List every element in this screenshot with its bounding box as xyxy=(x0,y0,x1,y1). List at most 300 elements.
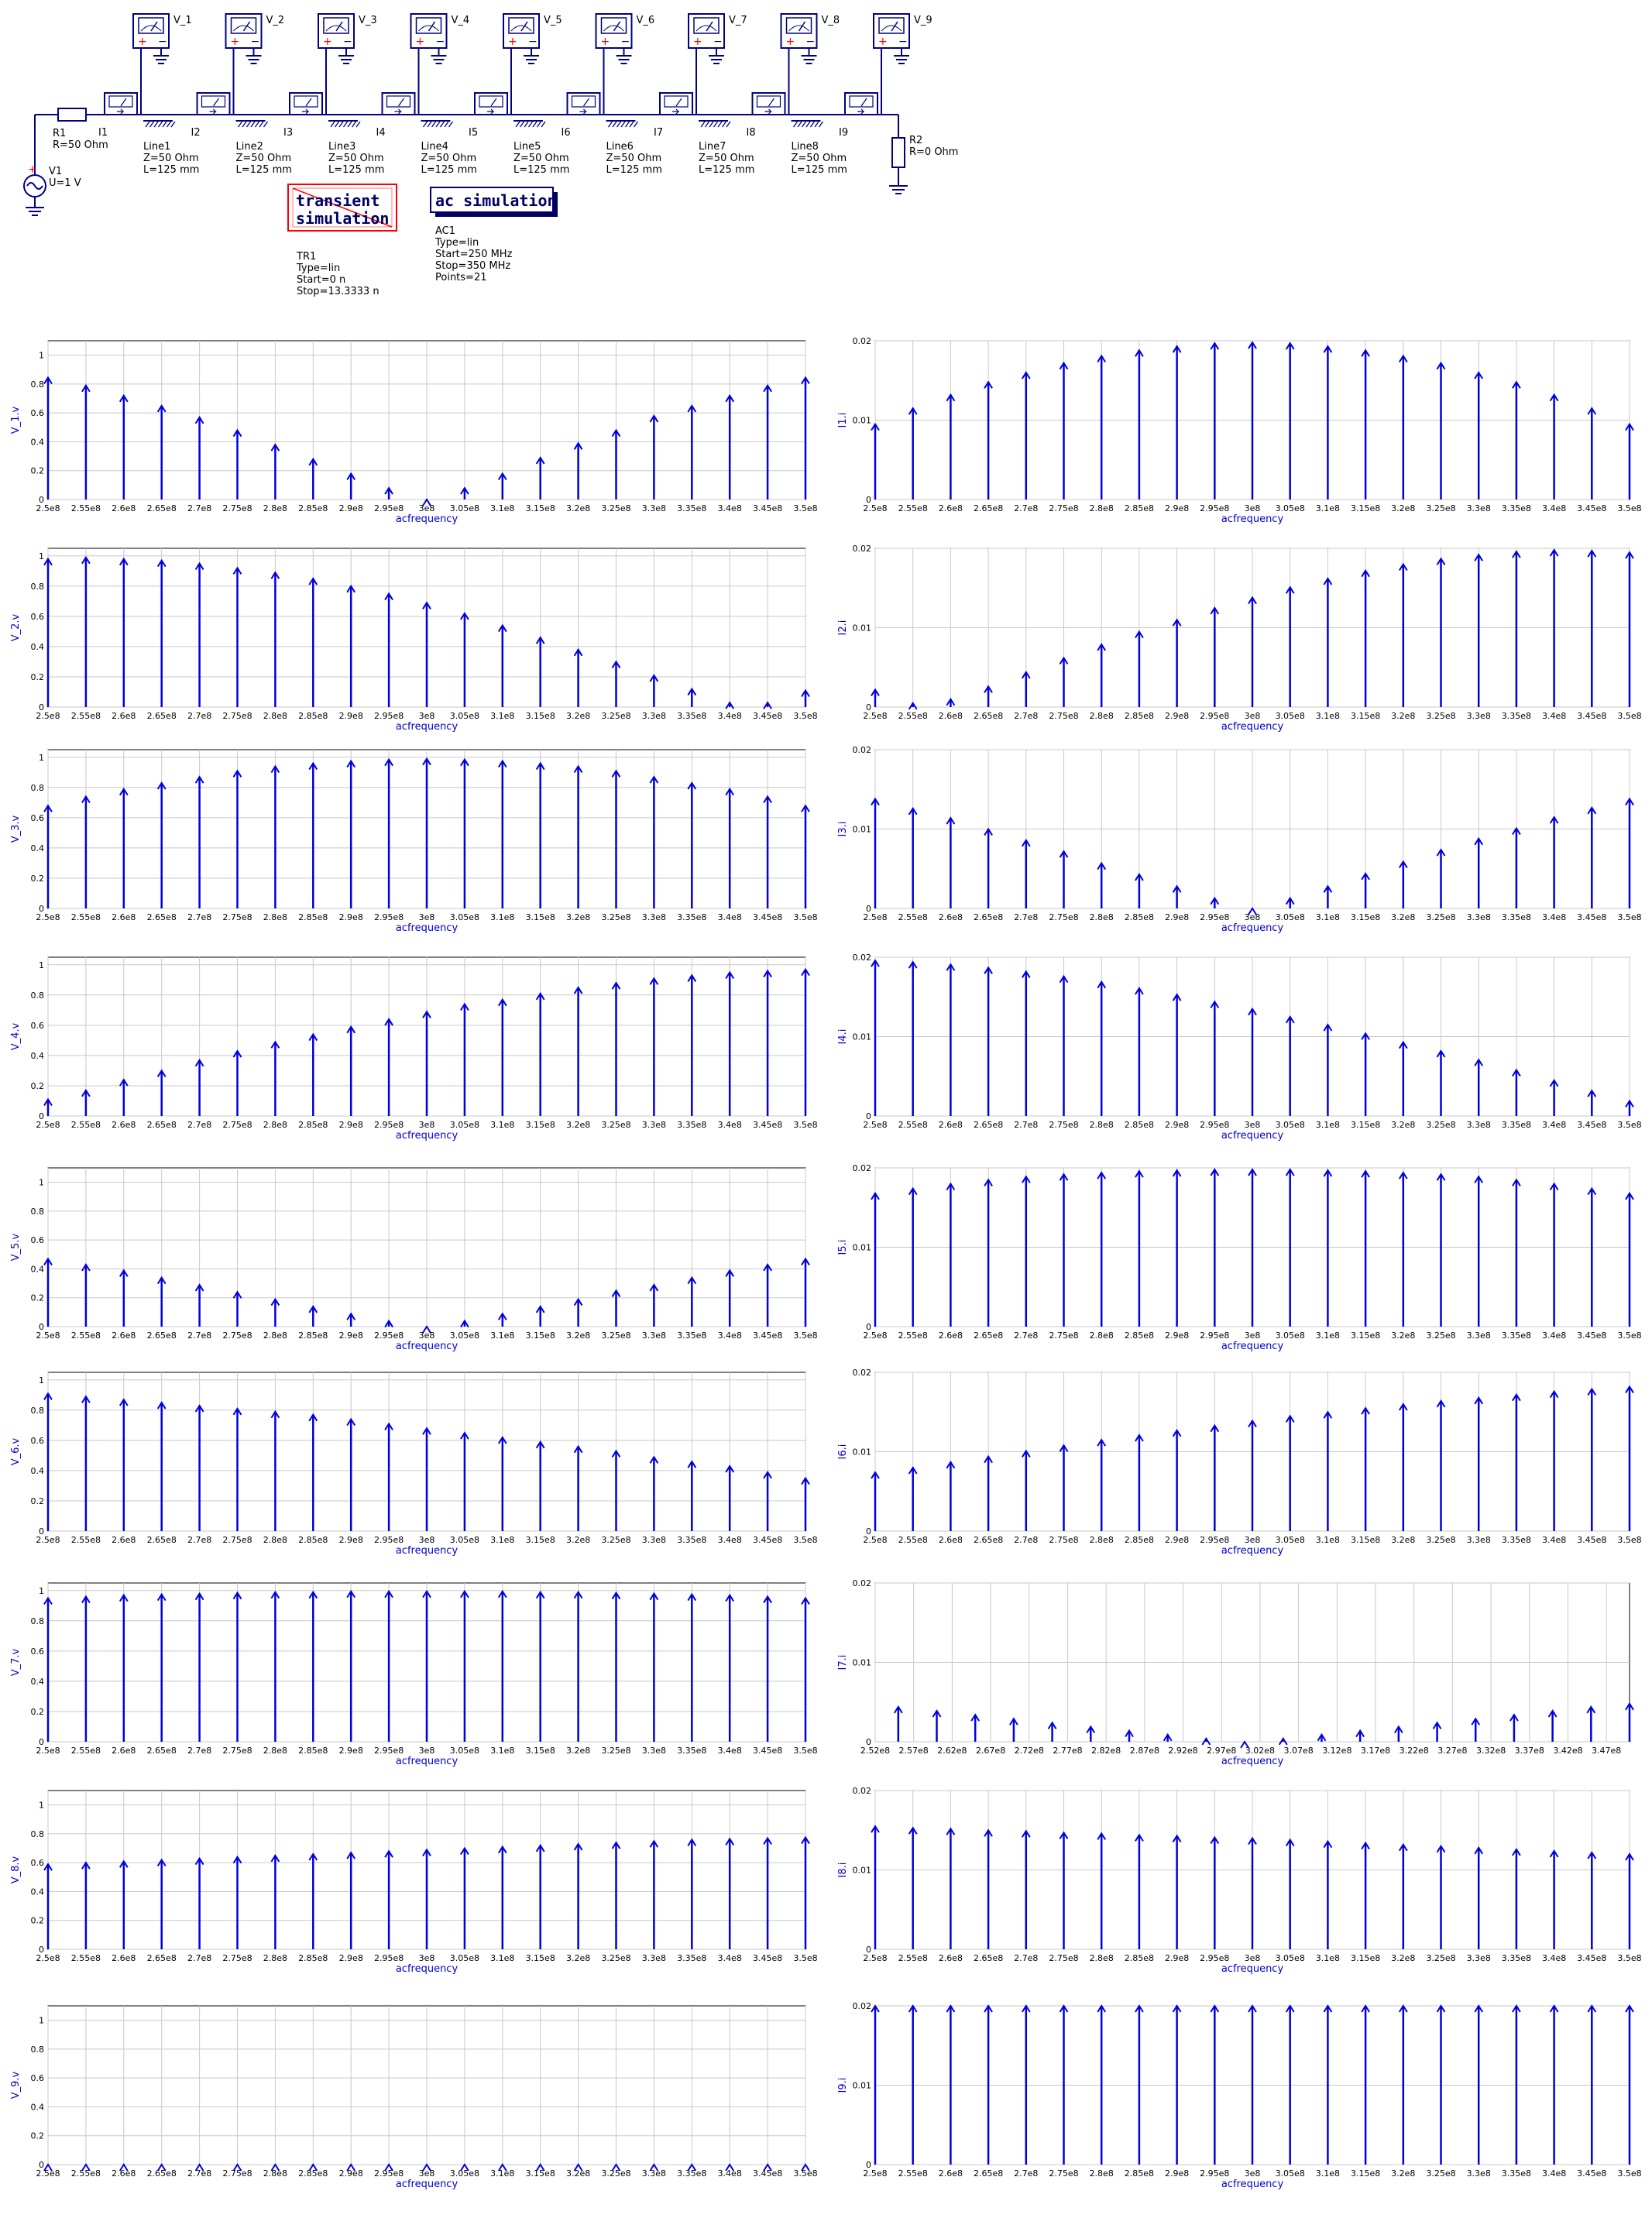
y-tick-label: 0 xyxy=(39,1526,44,1537)
x-axis-label: acfrequency xyxy=(395,1756,459,1767)
x-tick-label: 2.6e8 xyxy=(938,1953,963,1963)
y-tick-label: 1 xyxy=(39,350,44,361)
y-tick-label: 0.4 xyxy=(30,2102,44,2113)
x-tick-label: 3.5e8 xyxy=(793,503,818,513)
x-tick-label: 3.25e8 xyxy=(1426,711,1456,721)
y-tick-label: 0.8 xyxy=(30,581,44,592)
x-tick-label: 2.55e8 xyxy=(898,2168,928,2179)
tr-param-2: Start=0 n xyxy=(297,274,346,286)
x-axis-label: acfrequency xyxy=(1221,2179,1284,2190)
plot-v-4-v xyxy=(10,957,818,1142)
y-tick-label: 0.01 xyxy=(852,1865,871,1876)
y-tick-label: 0.2 xyxy=(30,873,44,884)
x-tick-label: 3.1e8 xyxy=(1315,1331,1341,1341)
x-tick-label: 3.05e8 xyxy=(449,1120,480,1130)
current-probe-label: I9 xyxy=(839,127,849,139)
voltage-probe-label: V_7 xyxy=(729,15,747,26)
r2-value: R=0 Ohm xyxy=(909,146,959,158)
ac-param-0: AC1 xyxy=(435,225,456,237)
x-tick-label: 3.15e8 xyxy=(1350,1535,1381,1545)
y-tick-label: 1 xyxy=(39,1177,44,1188)
current-probe-label: I2 xyxy=(191,127,201,139)
x-tick-label: 3.45e8 xyxy=(1577,1331,1607,1341)
x-tick-label: 3.45e8 xyxy=(752,1746,783,1756)
y-tick-label: 0.8 xyxy=(30,1405,44,1416)
x-tick-label: 2.5e8 xyxy=(36,1746,60,1756)
x-tick-label: 2.75e8 xyxy=(222,1746,252,1756)
x-tick-label: 3.5e8 xyxy=(1617,1953,1642,1963)
x-tick-label: 3.45e8 xyxy=(752,1120,783,1130)
x-tick-label: 2.8e8 xyxy=(263,1535,288,1545)
y-tick-label: 0.02 xyxy=(852,1368,871,1378)
x-tick-label: 3.2e8 xyxy=(565,1953,591,1963)
y-tick-label: 0 xyxy=(39,1322,44,1332)
y-tick-label: 0 xyxy=(39,1945,44,1955)
svg-text:−: − xyxy=(805,36,816,48)
plot-v-3-v xyxy=(10,750,818,934)
line-length: L=125 mm xyxy=(699,164,755,176)
x-tick-label: 3.15e8 xyxy=(525,912,555,922)
x-tick-label: 3.4e8 xyxy=(1541,912,1567,922)
x-tick-label: 3.45e8 xyxy=(1577,1953,1607,1963)
x-tick-label: 2.75e8 xyxy=(1049,1331,1079,1341)
x-tick-label: 3.05e8 xyxy=(449,1746,480,1756)
x-tick-label: 3.2e8 xyxy=(1391,2168,1416,2179)
x-tick-label: 2.8e8 xyxy=(1089,503,1114,513)
line-name: Line5 xyxy=(513,141,541,153)
x-tick-label: 3.05e8 xyxy=(1275,912,1305,922)
x-tick-label: 2.8e8 xyxy=(1089,1331,1114,1341)
x-tick-label: 3.05e8 xyxy=(449,711,480,721)
y-tick-label: 1 xyxy=(39,2015,44,2026)
x-tick-label: 2.8e8 xyxy=(263,1746,288,1756)
x-tick-label: 2.8e8 xyxy=(263,1331,288,1341)
line-name: Line4 xyxy=(421,141,448,153)
voltage-probe-label: V_1 xyxy=(173,15,192,26)
x-tick-label: 3.2e8 xyxy=(565,1331,591,1341)
y-tick-label: 0.6 xyxy=(30,2073,44,2084)
svg-text:−: − xyxy=(435,36,445,48)
x-tick-label: 3.25e8 xyxy=(1426,503,1456,513)
x-tick-label: 3.45e8 xyxy=(1577,912,1607,922)
y-tick-label: 0.6 xyxy=(30,1858,44,1869)
y-tick-label: 0.8 xyxy=(30,1828,44,1839)
x-axis-label: acfrequency xyxy=(1221,1130,1284,1142)
x-tick-label: 2.6e8 xyxy=(112,1331,136,1341)
x-tick-label: 2.9e8 xyxy=(338,1120,363,1130)
plot-v-2-v xyxy=(10,548,818,733)
y-tick-label: 1 xyxy=(39,1375,44,1385)
current-probe-label: I8 xyxy=(746,127,756,139)
x-tick-label: 3.1e8 xyxy=(490,1535,515,1545)
x-tick-label: 3.1e8 xyxy=(1315,1120,1341,1130)
plot-v-6-v xyxy=(10,1372,818,1557)
x-tick-label: 2.87e8 xyxy=(1129,1746,1159,1756)
x-tick-label: 2.9e8 xyxy=(1164,2168,1190,2179)
plot-i4-i xyxy=(837,953,1642,1142)
ac-title: ac simulation xyxy=(435,191,557,210)
current-probe-label: I3 xyxy=(283,127,294,139)
line-name: Line1 xyxy=(143,141,171,153)
x-tick-label: 3.05e8 xyxy=(1275,1953,1305,1963)
y-tick-label: 0 xyxy=(39,1737,44,1747)
x-tick-label: 2.75e8 xyxy=(222,912,252,922)
x-tick-label: 3.35e8 xyxy=(677,1746,707,1756)
x-tick-label: 2.9e8 xyxy=(1164,1120,1190,1130)
y-tick-label: 0.6 xyxy=(30,1646,44,1657)
x-tick-label: 3.4e8 xyxy=(1541,503,1567,513)
y-tick-label: 0.01 xyxy=(852,623,871,634)
x-tick-label: 3.5e8 xyxy=(793,1120,818,1130)
x-tick-label: 3e8 xyxy=(1244,2168,1261,2179)
line-length: L=125 mm xyxy=(235,164,292,176)
y-axis-label: I7.i xyxy=(837,1654,849,1670)
x-tick-label: 2.75e8 xyxy=(222,1953,252,1963)
x-tick-label: 3.1e8 xyxy=(1315,1953,1341,1963)
line-impedance: Z=50 Ohm xyxy=(421,153,477,164)
x-tick-label: 2.5e8 xyxy=(36,1953,60,1963)
x-tick-label: 2.9e8 xyxy=(338,503,363,513)
y-tick-label: 0.02 xyxy=(852,2001,871,2011)
plot-i8-i xyxy=(837,1786,1642,1975)
x-tick-label: 2.85e8 xyxy=(298,1120,328,1130)
x-tick-label: 2.92e8 xyxy=(1168,1746,1198,1756)
x-tick-label: 3.45e8 xyxy=(752,912,783,922)
x-tick-label: 2.8e8 xyxy=(1089,912,1114,922)
x-tick-label: 2.8e8 xyxy=(263,1120,288,1130)
x-tick-label: 3.15e8 xyxy=(525,1331,555,1341)
x-tick-label: 2.8e8 xyxy=(1089,1953,1114,1963)
voltage-probe-label: V_6 xyxy=(636,15,655,26)
x-tick-label: 3.3e8 xyxy=(1466,1120,1491,1130)
x-tick-label: 2.7e8 xyxy=(1014,912,1039,922)
x-tick-label: 2.95e8 xyxy=(373,1746,404,1756)
x-tick-label: 3e8 xyxy=(1244,1535,1261,1545)
svg-text:−: − xyxy=(620,36,630,48)
y-tick-label: 0 xyxy=(866,495,871,505)
x-tick-label: 3.05e8 xyxy=(449,2168,480,2179)
line-name: Line3 xyxy=(328,141,356,153)
x-tick-label: 3.35e8 xyxy=(677,1331,707,1341)
x-tick-label: 3.25e8 xyxy=(1426,1953,1456,1963)
x-tick-label: 2.8e8 xyxy=(263,2168,288,2179)
x-tick-label: 3.15e8 xyxy=(525,1120,555,1130)
y-tick-label: 0.02 xyxy=(852,1163,871,1173)
x-tick-label: 2.7e8 xyxy=(187,1953,212,1963)
plot-v-9-v xyxy=(10,2006,818,2190)
y-tick-label: 0.02 xyxy=(852,745,871,755)
svg-text:+: + xyxy=(693,36,702,48)
x-tick-label: 2.7e8 xyxy=(187,912,212,922)
x-tick-label: 2.6e8 xyxy=(112,1120,136,1130)
x-tick-label: 3.5e8 xyxy=(793,2168,818,2179)
x-tick-label: 2.65e8 xyxy=(146,1331,177,1341)
x-tick-label: 2.95e8 xyxy=(1200,503,1230,513)
x-tick-label: 2.95e8 xyxy=(1200,1535,1230,1545)
svg-text:+: + xyxy=(230,36,240,48)
y-axis-label: V_2.v xyxy=(10,613,22,642)
x-tick-label: 3.45e8 xyxy=(752,503,783,513)
y-tick-label: 0 xyxy=(866,1322,871,1332)
y-tick-label: 0.4 xyxy=(30,1887,44,1897)
y-axis-label: I1.i xyxy=(837,412,849,428)
plot-v-8-v xyxy=(10,1791,818,1975)
x-tick-label: 2.85e8 xyxy=(298,912,328,922)
svg-text:−: − xyxy=(713,36,723,48)
y-tick-label: 0 xyxy=(866,1111,871,1121)
x-tick-label: 2.75e8 xyxy=(222,2168,252,2179)
x-tick-label: 2.9e8 xyxy=(338,1331,363,1341)
y-axis-label: I6.i xyxy=(837,1444,849,1460)
x-tick-label: 3.15e8 xyxy=(1350,1953,1381,1963)
svg-text:+: + xyxy=(785,36,795,48)
line-name: Line2 xyxy=(235,141,263,153)
y-axis-label: I3.i xyxy=(837,821,849,837)
svg-text:−: − xyxy=(898,36,908,48)
x-tick-label: 3.35e8 xyxy=(1501,2168,1532,2179)
line-impedance: Z=50 Ohm xyxy=(235,153,292,164)
x-tick-label: 3.4e8 xyxy=(717,1331,742,1341)
x-tick-label: 3.45e8 xyxy=(752,1535,783,1545)
x-tick-label: 3.5e8 xyxy=(1617,1331,1642,1341)
svg-text:−: − xyxy=(343,36,352,48)
x-tick-label: 3.12e8 xyxy=(1322,1746,1352,1756)
y-tick-label: 0.02 xyxy=(852,336,871,346)
x-tick-label: 3.05e8 xyxy=(449,503,480,513)
tr-param-3: Stop=13.3333 n xyxy=(297,286,380,297)
x-tick-label: 2.55e8 xyxy=(70,1331,101,1341)
x-tick-label: 2.55e8 xyxy=(898,1953,928,1963)
x-axis-label: acfrequency xyxy=(1221,721,1284,733)
svg-text:−: − xyxy=(158,36,167,48)
x-tick-label: 3e8 xyxy=(418,1535,435,1545)
x-tick-label: 2.55e8 xyxy=(70,1535,101,1545)
x-tick-label: 3.1e8 xyxy=(490,1331,515,1341)
tr-param-1: Type=lin xyxy=(297,263,341,274)
x-tick-label: 3.4e8 xyxy=(717,1120,742,1130)
line-impedance: Z=50 Ohm xyxy=(699,153,754,164)
x-tick-label: 2.55e8 xyxy=(898,1535,928,1545)
x-tick-label: 2.85e8 xyxy=(298,1746,328,1756)
ac-param-2: Start=250 MHz xyxy=(435,249,513,260)
x-axis-label: acfrequency xyxy=(1221,1545,1284,1557)
y-tick-label: 0.2 xyxy=(30,1495,44,1506)
x-tick-label: 3e8 xyxy=(418,2168,435,2179)
y-tick-label: 0.8 xyxy=(30,379,44,390)
x-tick-label: 2.9e8 xyxy=(1164,503,1190,513)
x-tick-label: 2.5e8 xyxy=(863,503,888,513)
y-tick-label: 0.01 xyxy=(852,1032,871,1042)
y-tick-label: 0.4 xyxy=(30,641,44,652)
x-tick-label: 2.6e8 xyxy=(938,912,963,922)
x-tick-label: 2.65e8 xyxy=(146,1953,177,1963)
y-tick-label: 0 xyxy=(39,904,44,914)
x-tick-label: 2.6e8 xyxy=(112,503,136,513)
x-tick-label: 3e8 xyxy=(1244,503,1261,513)
svg-text:+: + xyxy=(138,36,147,48)
x-axis-label: acfrequency xyxy=(395,1130,459,1142)
x-axis-label: acfrequency xyxy=(1221,922,1284,934)
x-tick-label: 3.25e8 xyxy=(601,1535,631,1545)
x-tick-label: 2.75e8 xyxy=(222,1535,252,1545)
x-tick-label: 2.55e8 xyxy=(898,912,928,922)
x-tick-label: 3.3e8 xyxy=(641,912,667,922)
x-tick-label: 3.45e8 xyxy=(1577,1535,1607,1545)
x-tick-label: 3.4e8 xyxy=(717,711,742,721)
plot-i2-i xyxy=(837,544,1642,733)
x-tick-label: 3.25e8 xyxy=(1426,1535,1456,1545)
x-tick-label: 2.75e8 xyxy=(1049,711,1079,721)
x-tick-label: 2.9e8 xyxy=(338,912,363,922)
x-tick-label: 2.9e8 xyxy=(338,1535,363,1545)
x-tick-label: 3.3e8 xyxy=(1466,1953,1491,1963)
x-tick-label: 2.6e8 xyxy=(112,711,136,721)
x-axis-label: acfrequency xyxy=(395,1545,459,1557)
x-tick-label: 2.85e8 xyxy=(1124,2168,1155,2179)
x-tick-label: 3.1e8 xyxy=(490,711,515,721)
x-tick-label: 3.35e8 xyxy=(677,2168,707,2179)
y-tick-label: 0.02 xyxy=(852,1786,871,1796)
y-tick-label: 0.01 xyxy=(852,2080,871,2091)
x-tick-label: 2.5e8 xyxy=(863,2168,888,2179)
x-tick-label: 3.3e8 xyxy=(641,711,667,721)
x-tick-label: 3.35e8 xyxy=(1501,711,1532,721)
x-tick-label: 3.3e8 xyxy=(1466,912,1491,922)
x-tick-label: 3.5e8 xyxy=(793,1746,818,1756)
y-tick-label: 0.2 xyxy=(30,1293,44,1303)
x-tick-label: 3.4e8 xyxy=(1541,1953,1567,1963)
svg-text:+: + xyxy=(878,36,888,48)
x-tick-label: 3.45e8 xyxy=(1577,2168,1607,2179)
y-axis-label: I4.i xyxy=(837,1028,849,1045)
v1-value: U=1 V xyxy=(49,177,81,189)
x-tick-label: 3.35e8 xyxy=(1501,1331,1532,1341)
x-tick-label: 2.65e8 xyxy=(973,2168,1004,2179)
x-tick-label: 2.7e8 xyxy=(187,2168,212,2179)
line-name: Line7 xyxy=(699,141,726,153)
x-tick-label: 3.15e8 xyxy=(1350,503,1381,513)
x-tick-label: 3.05e8 xyxy=(449,1331,480,1341)
x-tick-label: 2.95e8 xyxy=(1200,2168,1230,2179)
y-tick-label: 0 xyxy=(39,1111,44,1121)
x-tick-label: 3.1e8 xyxy=(490,1746,515,1756)
x-tick-label: 3.35e8 xyxy=(1501,1120,1532,1130)
x-tick-label: 2.65e8 xyxy=(973,711,1004,721)
x-tick-label: 2.5e8 xyxy=(863,912,888,922)
x-tick-label: 3e8 xyxy=(1244,1953,1261,1963)
y-tick-label: 0.02 xyxy=(852,1578,871,1588)
x-tick-label: 2.95e8 xyxy=(373,503,404,513)
plot-v-1-v xyxy=(10,341,818,525)
x-tick-label: 3.3e8 xyxy=(1466,1535,1491,1545)
x-tick-label: 3.15e8 xyxy=(525,1953,555,1963)
x-tick-label: 3e8 xyxy=(418,711,435,721)
y-tick-label: 0.4 xyxy=(30,1676,44,1687)
y-tick-label: 0.8 xyxy=(30,782,44,793)
x-tick-label: 3.15e8 xyxy=(525,1746,555,1756)
y-tick-label: 0.4 xyxy=(30,1465,44,1476)
x-tick-label: 2.57e8 xyxy=(898,1746,929,1756)
x-axis-label: acfrequency xyxy=(395,513,459,525)
y-tick-label: 1 xyxy=(39,1800,44,1811)
line-impedance: Z=50 Ohm xyxy=(606,153,662,164)
x-tick-label: 2.55e8 xyxy=(70,1120,101,1130)
x-tick-label: 2.5e8 xyxy=(863,711,888,721)
y-tick-label: 0.2 xyxy=(30,465,44,476)
x-tick-label: 2.9e8 xyxy=(1164,1331,1190,1341)
x-tick-label: 3.1e8 xyxy=(1315,711,1341,721)
x-tick-label: 3.27e8 xyxy=(1437,1746,1468,1756)
x-tick-label: 2.55e8 xyxy=(70,912,101,922)
x-tick-label: 3.25e8 xyxy=(601,2168,631,2179)
x-tick-label: 3.3e8 xyxy=(641,503,667,513)
y-tick-label: 0.2 xyxy=(30,2131,44,2141)
x-tick-label: 2.6e8 xyxy=(938,1331,963,1341)
y-axis-label: I9.i xyxy=(837,2077,849,2093)
x-tick-label: 3.35e8 xyxy=(1501,1953,1532,1963)
x-tick-label: 3.37e8 xyxy=(1514,1746,1544,1756)
y-axis-label: V_8.v xyxy=(10,1856,22,1884)
x-tick-label: 2.8e8 xyxy=(263,503,288,513)
x-tick-label: 3.1e8 xyxy=(1315,1535,1341,1545)
ac-param-3: Stop=350 MHz xyxy=(435,260,511,272)
plot-i7-i xyxy=(837,1578,1633,1767)
x-tick-label: 3.05e8 xyxy=(1275,1120,1305,1130)
line-impedance: Z=50 Ohm xyxy=(791,153,847,164)
x-tick-label: 3.05e8 xyxy=(449,1535,480,1545)
x-axis-label: acfrequency xyxy=(1221,1756,1284,1767)
x-tick-label: 3.25e8 xyxy=(1426,1331,1456,1341)
x-tick-label: 2.65e8 xyxy=(146,1746,177,1756)
line-impedance: Z=50 Ohm xyxy=(328,153,384,164)
x-tick-label: 2.5e8 xyxy=(863,1120,888,1130)
x-tick-label: 3.25e8 xyxy=(601,711,631,721)
x-tick-label: 3.25e8 xyxy=(601,1120,631,1130)
current-probe-label: I1 xyxy=(98,127,108,139)
x-tick-label: 3.2e8 xyxy=(1391,912,1416,922)
x-tick-label: 3.4e8 xyxy=(717,2168,742,2179)
x-tick-label: 3e8 xyxy=(418,1953,435,1963)
x-tick-label: 2.5e8 xyxy=(36,503,60,513)
x-tick-label: 2.62e8 xyxy=(937,1746,967,1756)
x-tick-label: 3.2e8 xyxy=(1391,503,1416,513)
line-length: L=125 mm xyxy=(606,164,662,176)
y-tick-label: 0.6 xyxy=(30,611,44,622)
x-tick-label: 3.15e8 xyxy=(1350,711,1381,721)
y-tick-label: 0 xyxy=(866,904,871,914)
x-tick-label: 2.5e8 xyxy=(36,1120,60,1130)
x-tick-label: 3.3e8 xyxy=(641,1746,667,1756)
y-axis-label: V_4.v xyxy=(10,1022,22,1051)
x-tick-label: 2.75e8 xyxy=(1049,1120,1079,1130)
x-tick-label: 2.7e8 xyxy=(187,1746,212,1756)
x-tick-label: 2.55e8 xyxy=(898,1331,928,1341)
x-tick-label: 2.75e8 xyxy=(222,711,252,721)
x-tick-label: 2.95e8 xyxy=(373,1953,404,1963)
y-tick-label: 0.4 xyxy=(30,437,44,448)
r2-name: R2 xyxy=(909,135,923,146)
x-tick-label: 2.82e8 xyxy=(1091,1746,1121,1756)
y-tick-label: 0.2 xyxy=(30,1706,44,1717)
y-tick-label: 0.01 xyxy=(852,1657,871,1668)
x-tick-label: 3.4e8 xyxy=(1541,1331,1567,1341)
y-axis-label: V_3.v xyxy=(10,815,22,843)
x-tick-label: 3.5e8 xyxy=(793,711,818,721)
x-tick-label: 2.55e8 xyxy=(898,711,928,721)
ac-param-1: Type=lin xyxy=(435,237,479,249)
x-tick-label: 3.3e8 xyxy=(1466,1331,1491,1341)
y-tick-label: 0 xyxy=(866,702,871,712)
